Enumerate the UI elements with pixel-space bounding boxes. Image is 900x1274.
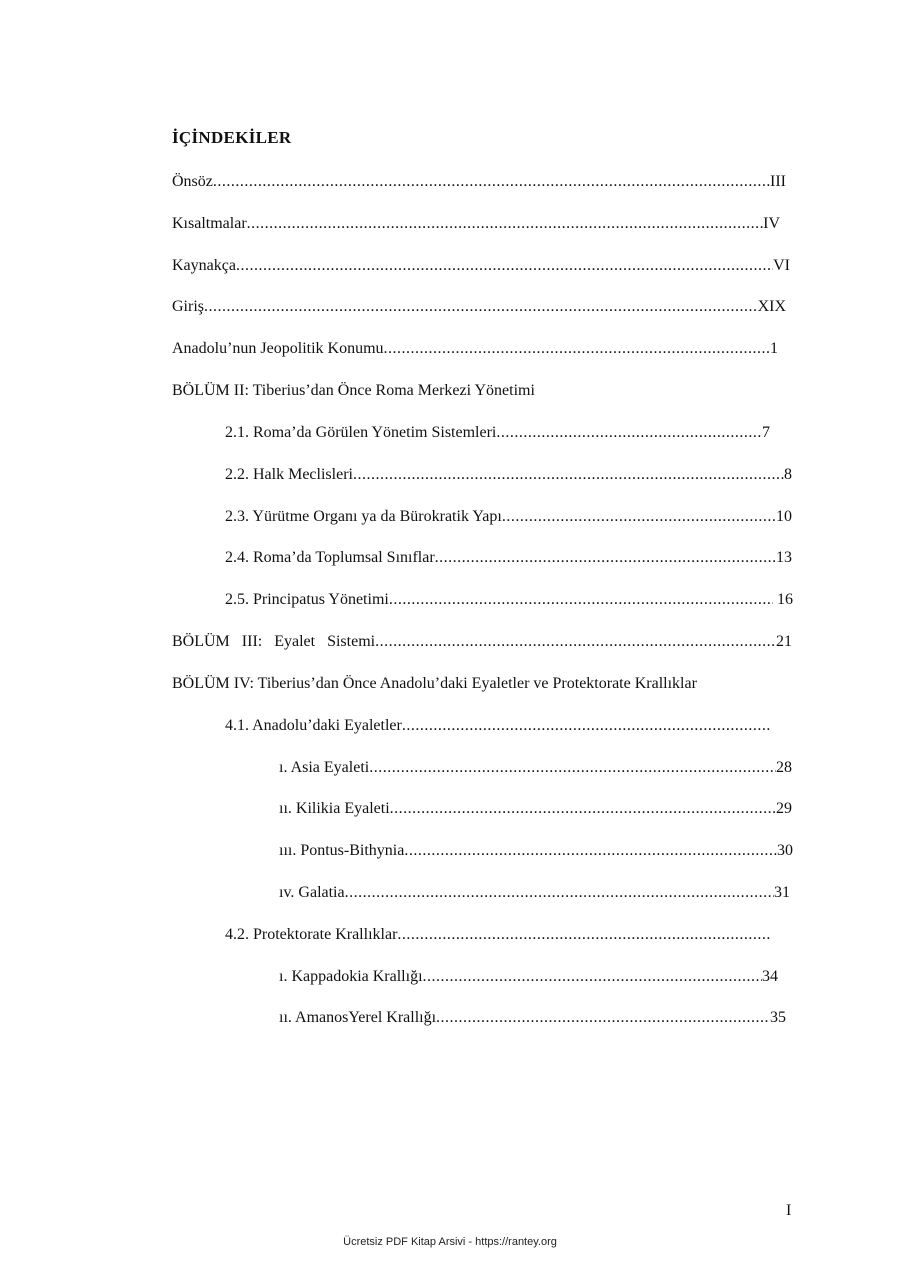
toc-entry-page: III [770, 173, 786, 190]
toc-entry-label: Önsöz [172, 173, 213, 190]
toc-dot-leader [502, 507, 776, 527]
toc-entry-label: 2.2. Halk Meclisleri [225, 466, 353, 483]
toc-entry-label: Giriş [172, 298, 204, 315]
toc-entry-kilikia [279, 799, 792, 819]
toc-entry-page: IV [763, 215, 780, 232]
toc-entry-page: 28 [776, 759, 792, 776]
toc-entry-4-1 [225, 716, 771, 736]
toc-entry-page: XIX [757, 298, 786, 315]
toc-entry-jeopolitik [172, 339, 778, 359]
toc-entry-label: Kısaltmalar [172, 215, 247, 232]
toc-dot-leader [345, 883, 774, 903]
toc-dot-leader [404, 841, 777, 861]
toc-entry-label: 4.2. Protektorate Krallıklar [225, 926, 398, 943]
toc-entry-page: 31 [774, 884, 790, 901]
toc-entry-label: ı. Kappadokia Krallığı [279, 968, 423, 985]
toc-entry-label: ııı. Pontus-Bithynia [279, 842, 405, 859]
toc-entry-2-3 [225, 507, 792, 527]
toc-dot-leader [247, 214, 763, 234]
toc-entry-label: ıv. Galatia [279, 884, 345, 901]
toc-entry-4-2 [225, 925, 770, 945]
toc-entry-page: 10 [776, 508, 792, 525]
toc-entry-label: Anadolu’nun Jeopolitik Konumu [172, 340, 384, 357]
toc-dot-leader [213, 172, 770, 192]
toc-entry-page: 35 [770, 1009, 786, 1026]
toc-entry-giris [172, 297, 786, 317]
toc-entry-label: 2.4. Roma’da Toplumsal Sınıflar [225, 549, 435, 566]
toc-dot-leader [384, 339, 770, 359]
toc-entry-2-2 [225, 465, 792, 485]
toc-entry-onsoz [172, 172, 786, 192]
toc-chapter-heading-4: BÖLÜM IV: Tiberius’dan Önce Anadolu’daki Eyaletler ve Protektorate Krallıklar [172, 675, 697, 692]
toc-entry-asia [279, 758, 792, 778]
toc-dot-leader [389, 590, 773, 610]
toc-entry-label: 2.3. Yürütme Organı ya da Bürokratik Yapı [225, 508, 502, 525]
toc-dot-leader [353, 465, 784, 485]
toc-title: İÇİNDEKİLER [172, 128, 292, 147]
toc-entry-kaynakca [172, 256, 790, 276]
toc-entry-label: Kaynakça [172, 257, 236, 274]
toc-dot-leader [436, 1008, 770, 1028]
toc-entry-2-1 [225, 423, 770, 443]
toc-entry-page: 34 [762, 968, 778, 985]
toc-entry-page: 21 [776, 633, 792, 650]
toc-entry-amanos [279, 1008, 786, 1028]
toc-dot-leader [204, 297, 758, 317]
toc-entry-page: VI [773, 257, 790, 274]
toc-dot-leader [402, 716, 771, 736]
toc-entry-page: 16 [773, 591, 793, 608]
toc-chapter-heading-2: BÖLÜM II: Tiberius’dan Önce Roma Merkezi Yönetimi [172, 382, 535, 399]
toc-dot-leader [390, 799, 776, 819]
toc-entry-label: ıı. AmanosYerel Krallığı [279, 1009, 437, 1026]
toc-entry-pontus [279, 841, 793, 861]
toc-dot-leader [397, 925, 770, 945]
toc-dot-leader [435, 548, 776, 568]
toc-entry-page: 1 [770, 340, 778, 357]
toc-entry-label: 2.5. Principatus Yönetimi [225, 591, 389, 608]
toc-entry-page: 7 [762, 424, 770, 441]
toc-entry-label: ıı. Kilikia Eyaleti [279, 800, 390, 817]
toc-entry-page: 13 [776, 549, 792, 566]
toc-entry-2-5 [225, 590, 793, 610]
toc-dot-leader [496, 423, 762, 443]
toc-entry-label: ı. Asia Eyaleti [279, 759, 370, 776]
toc-entry-label: 4.1. Anadolu’daki Eyaletler [225, 717, 402, 734]
toc-entry-2-4 [225, 548, 792, 568]
toc-entry-label: BÖLÜM III: Eyalet Sistemi [172, 633, 376, 650]
toc-dot-leader [375, 632, 776, 652]
toc-entry-kisaltmalar [172, 214, 780, 234]
toc-entry-kappadokia [279, 967, 778, 987]
toc-dot-leader [236, 256, 773, 276]
toc-dot-leader [423, 967, 762, 987]
toc-entry-page: 29 [776, 800, 792, 817]
toc-entry-galatia [279, 883, 790, 903]
footer-text: Ücretsiz PDF Kitap Arsivi - https://rantey.org [343, 1236, 557, 1248]
toc-entry-page: 8 [784, 466, 792, 483]
toc-entry-page: 30 [777, 842, 793, 859]
toc-entry-bolum-3 [172, 632, 792, 652]
page-number: I [786, 1202, 792, 1219]
toc-entry-label: 2.1. Roma’da Görülen Yönetim Sistemleri [225, 424, 497, 441]
toc-dot-leader [369, 758, 776, 778]
